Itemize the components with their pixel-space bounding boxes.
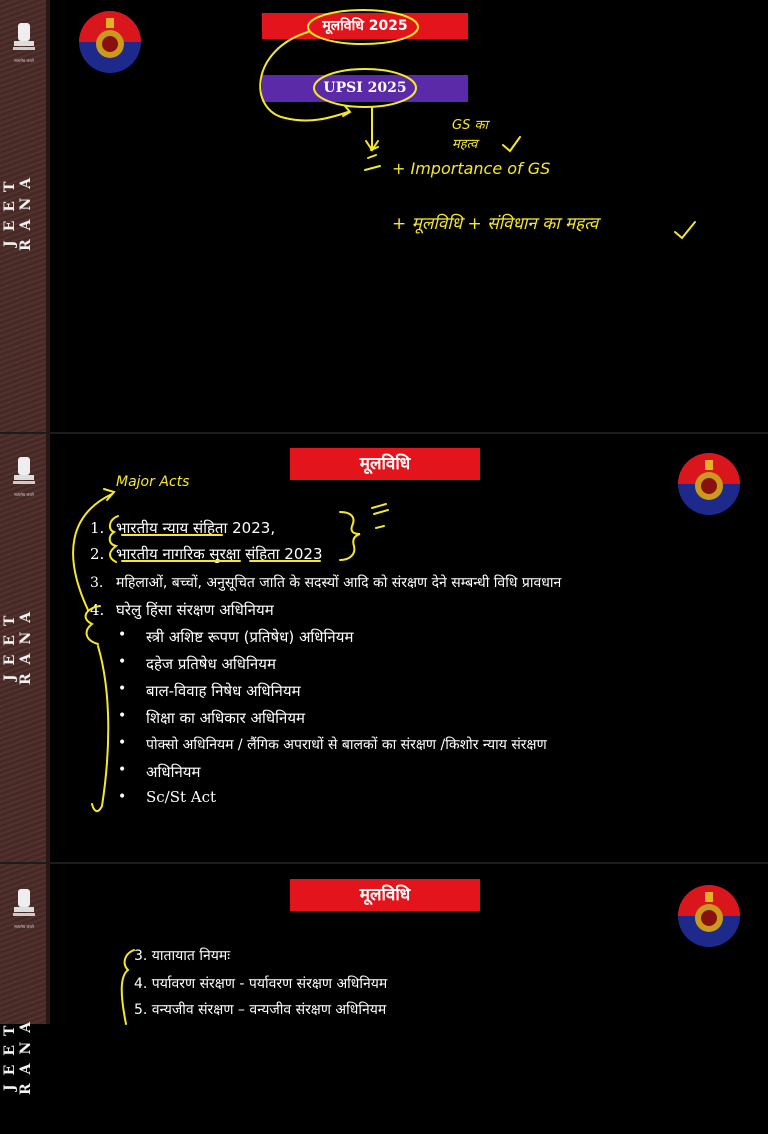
emblem-caption: सत्यमेव जयते: [14, 924, 34, 929]
handwritten-line2: + मूलविधि + संविधान का महत्व: [392, 214, 599, 234]
sidebar: [0, 434, 50, 862]
brand-vertical-text: JEET RANA: [2, 1012, 34, 1096]
handwritten-major-acts: Major Acts: [116, 474, 190, 490]
handwritten-gs-bottom: महत्व: [452, 137, 478, 152]
up-police-badge-icon: [78, 10, 142, 74]
bullet-item: स्त्री अशिष्ट रूपण (प्रतिषेध) अधिनियम: [146, 628, 354, 646]
sidebar: [0, 0, 50, 432]
list-item: 5. वन्यजीव संरक्षण – वन्यजीव संरक्षण अधिनियम: [134, 1002, 387, 1018]
slide-title: मूलविधि 2025: [262, 13, 468, 39]
slide-2: [0, 434, 768, 862]
handwritten-importance: + Importance of GS: [392, 159, 551, 178]
handwritten-gs-top: GS का: [452, 118, 488, 133]
numbered-item-2: 2. भारतीय नागरिक सुरक्षा संहिता 2023: [90, 545, 323, 563]
list-item: 4. पर्यावरण संरक्षण - पर्यावरण संरक्षण अधिनियम: [134, 976, 388, 992]
up-police-badge-icon: [677, 884, 741, 948]
slide-1: [0, 0, 768, 432]
bullet-item: पोक्सो अधिनियम / लैंगिक अपराधों से बालकों का संरक्षण /किशोर न्याय संरक्षण: [146, 737, 547, 753]
national-emblem-icon: [9, 20, 39, 54]
national-emblem-icon: [9, 886, 39, 920]
annotation-ink: [0, 434, 768, 862]
slide-3: [0, 864, 768, 1096]
bullet-item: Sc/St Act: [146, 788, 217, 806]
bullet-dot: •: [118, 654, 127, 670]
sidebar-edge: [46, 434, 50, 862]
slide-subtitle: UPSI 2025: [262, 75, 468, 102]
bullet-item: बाल-विवाह निषेध अधिनियम: [146, 682, 301, 700]
sidebar-edge: [46, 864, 50, 1024]
bullet-dot: •: [118, 735, 127, 751]
numbered-item-3: 3. महिलाओं, बच्चों, अनुसूचित जाति के सदस्यों आदि को संरक्षण देने सम्बन्धी विधि प्रावधान: [90, 575, 562, 591]
list-item: 3. यातायात नियमः: [134, 948, 231, 964]
bullet-item: शिक्षा का अधिकार अधिनियम: [146, 709, 305, 727]
bullet-dot: •: [118, 789, 127, 805]
emblem-caption: सत्यमेव जयते: [14, 492, 34, 497]
bullet-item: दहेज प्रतिषेध अधिनियम: [146, 655, 276, 673]
slide-title: मूलविधि: [290, 879, 480, 911]
bullet-dot: •: [118, 627, 127, 643]
bullet-dot: •: [118, 681, 127, 697]
emblem-caption: सत्यमेव जयते: [14, 58, 34, 63]
numbered-item-4: 4. घरेलु हिंसा संरक्षण अधिनियम: [90, 601, 274, 619]
sidebar: [0, 864, 50, 1096]
numbered-item-1: 1. भारतीय न्याय संहिता 2023,: [90, 519, 276, 537]
national-emblem-icon: [9, 454, 39, 488]
sidebar-edge: [46, 0, 50, 432]
bullet-item: अधिनियम: [146, 763, 201, 781]
bullet-dot: •: [118, 708, 127, 724]
up-police-badge-icon: [677, 452, 741, 516]
bullet-dot: •: [118, 762, 127, 778]
brand-vertical-text: JEET RANA: [2, 602, 34, 686]
brand-vertical-text: JEET RANA: [2, 168, 34, 252]
slide-title: मूलविधि: [290, 448, 480, 480]
